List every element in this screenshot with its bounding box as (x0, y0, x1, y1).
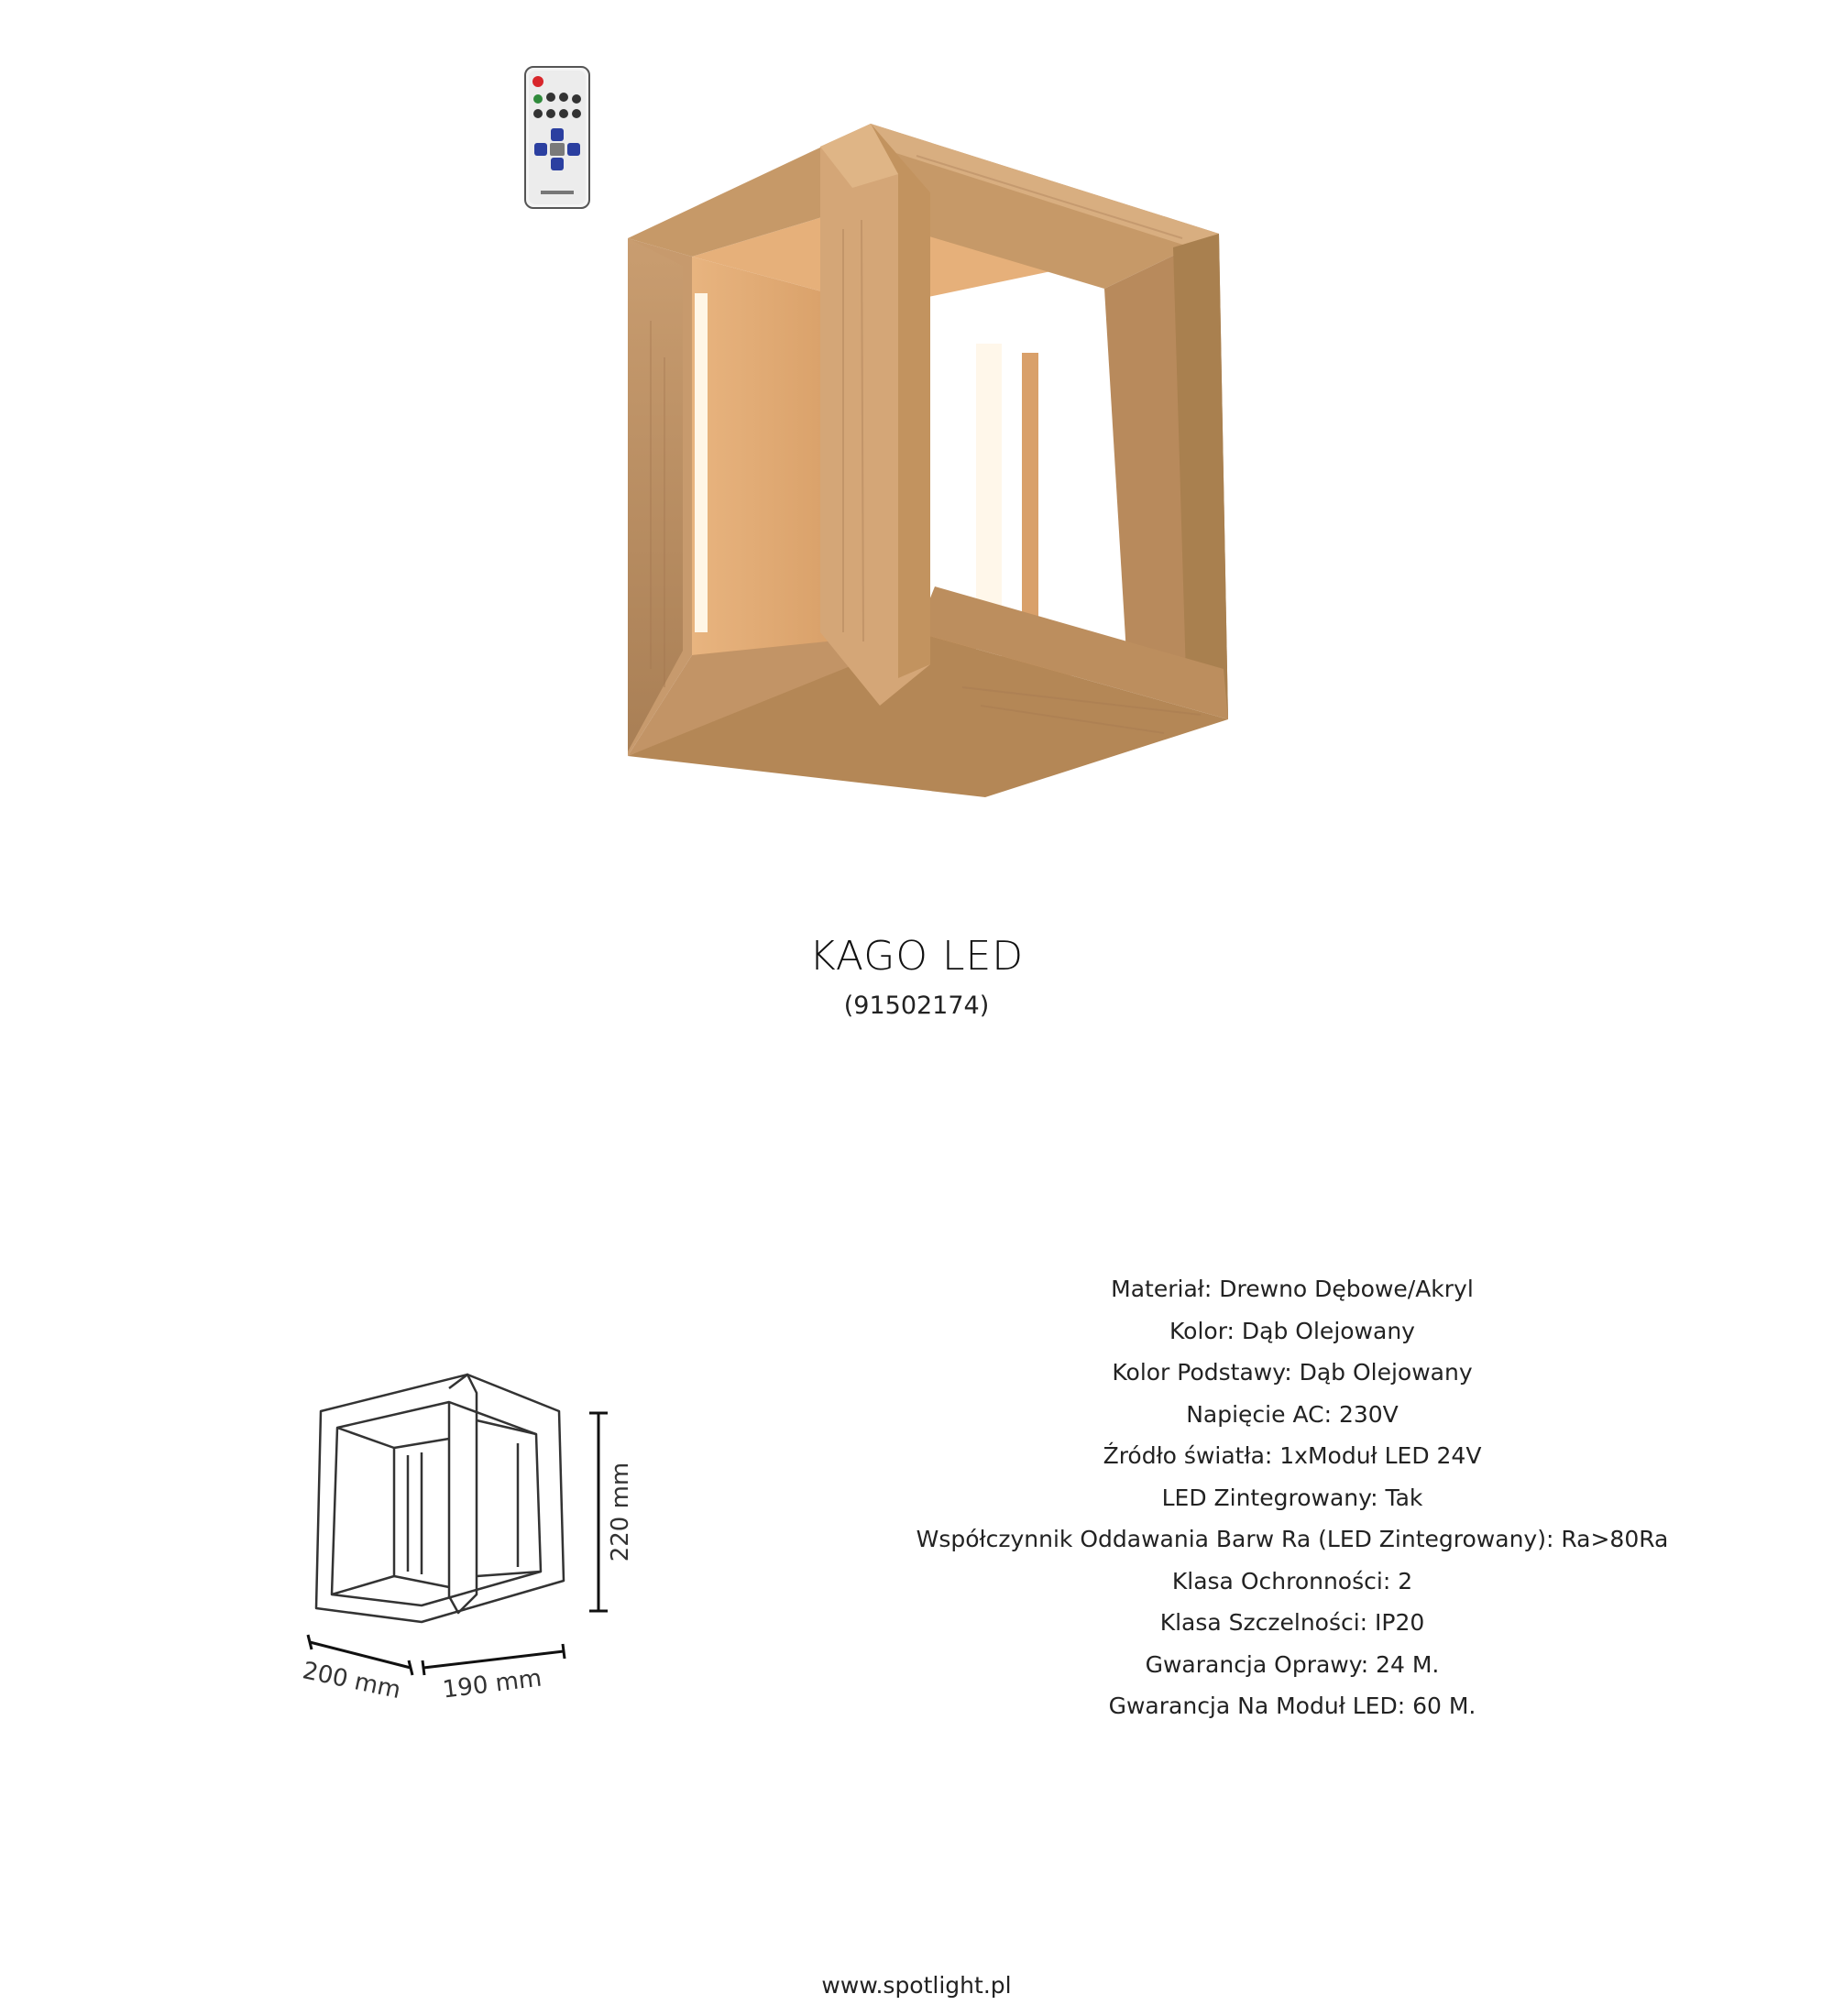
height-label: 220 mm (607, 1462, 634, 1562)
dimension-drawing (293, 1347, 660, 1714)
product-name: KAGO LED (808, 933, 1025, 980)
lamp-illustration (614, 119, 1274, 802)
spec-item: Klasa Ochronności: 2 (1171, 1567, 1413, 1594)
width-label: 200 mm (300, 1657, 403, 1705)
spec-item: Gwarancja Na Moduł LED: 60 M. (1108, 1693, 1476, 1719)
spec-item: Kolor: Dąb Olejowany (1169, 1317, 1415, 1344)
spec-item: Źródło światła: 1xModuł LED 24V (1103, 1442, 1482, 1469)
spec-item: Współczynnik Oddawania Barw Ra (LED Zintegrowany): Ra>80Ra (916, 1526, 1669, 1552)
spec-item: Gwarancja Oprawy: 24 M. (1145, 1650, 1440, 1678)
spec-list (898, 1268, 1686, 1727)
remote-control-image (524, 66, 590, 209)
spec-item: Napięcie AC: 230V (1186, 1400, 1399, 1428)
power-button-icon (532, 76, 543, 87)
spec-item: Materiał: Drewno Dębowe/Akryl (1111, 1276, 1474, 1302)
spec-item: Kolor Podstawy: Dąb Olejowany (1112, 1359, 1473, 1386)
product-code: (91502174) (843, 992, 990, 1020)
spec-item: LED Zintegrowany: Tak (1161, 1484, 1423, 1511)
spec-item: Klasa Szczelności: IP20 (1159, 1609, 1425, 1636)
remote-control-icon (524, 66, 590, 209)
footer-website-link[interactable]: www.spotlight.pl (821, 1972, 1012, 1999)
depth-label: 190 mm (441, 1664, 543, 1704)
